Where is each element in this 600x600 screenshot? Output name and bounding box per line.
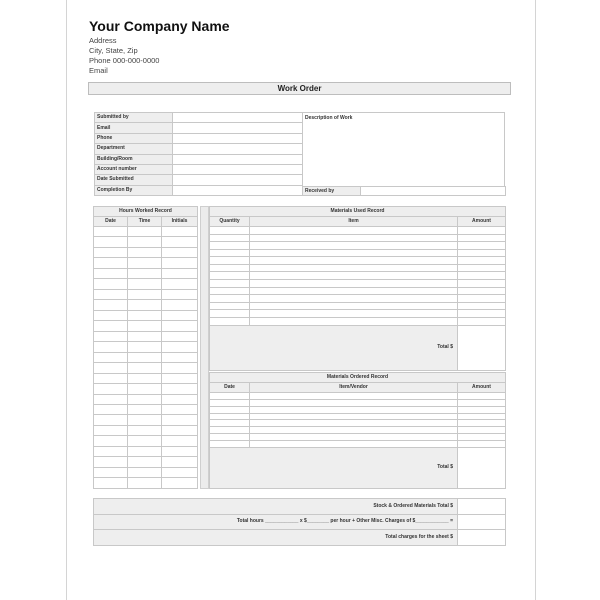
info-row — [95, 164, 303, 174]
table-cell[interactable] — [128, 415, 162, 425]
materials-used-row — [210, 242, 506, 250]
table-cell[interactable] — [94, 404, 128, 414]
table-cell[interactable] — [94, 227, 128, 237]
materials-used-row — [210, 249, 506, 257]
table-cell[interactable] — [458, 249, 506, 257]
table-cell[interactable] — [94, 373, 128, 383]
table-cell[interactable] — [210, 427, 250, 434]
table-cell[interactable] — [162, 394, 198, 404]
materials-used-total-label: Total $ — [210, 325, 458, 370]
table-cell[interactable] — [94, 415, 128, 425]
info-label: Date Submitted — [95, 175, 173, 185]
table-cell[interactable] — [458, 393, 506, 400]
description-box[interactable] — [302, 112, 505, 187]
table-cell[interactable] — [250, 310, 458, 318]
materials-ordered-row — [210, 393, 506, 400]
info-row — [95, 175, 303, 185]
table-cell[interactable] — [210, 249, 250, 257]
table-cell[interactable] — [162, 268, 198, 278]
table-cell[interactable] — [162, 227, 198, 237]
table-cell[interactable] — [162, 415, 198, 425]
hours-title: Hours Worked Record — [94, 207, 198, 217]
table-cell[interactable] — [250, 420, 458, 427]
table-cell[interactable] — [210, 399, 250, 406]
table-cell[interactable] — [128, 467, 162, 477]
table-cell[interactable] — [458, 406, 506, 413]
materials-ordered-row — [210, 413, 506, 420]
info-row — [95, 113, 303, 123]
materials-used-col-item: Item — [250, 217, 458, 227]
stock-total-field[interactable] — [458, 499, 506, 515]
materials-ordered-row — [210, 434, 506, 441]
table-cell[interactable] — [210, 242, 250, 250]
hours-row — [94, 247, 198, 257]
table-cell[interactable] — [210, 264, 250, 272]
received-by-label: Received by — [303, 187, 361, 196]
info-label: Completion By — [95, 185, 173, 195]
table-cell[interactable] — [250, 302, 458, 310]
materials-used-row — [210, 317, 506, 325]
table-cell[interactable] — [162, 478, 198, 489]
table-cell[interactable] — [458, 317, 506, 325]
stock-total-label: Stock & Ordered Materials Total $ — [94, 499, 458, 515]
table-cell[interactable] — [210, 257, 250, 265]
table-cell[interactable] — [162, 289, 198, 299]
table-cell[interactable] — [162, 310, 198, 320]
hours-row — [94, 268, 198, 278]
materials-used-row — [210, 264, 506, 272]
hours-row — [94, 436, 198, 446]
table-cell[interactable] — [250, 272, 458, 280]
info-field[interactable] — [173, 185, 303, 195]
table-cell[interactable] — [250, 440, 458, 447]
table-cell[interactable] — [458, 287, 506, 295]
table-cell[interactable] — [210, 317, 250, 325]
work-order-sheet — [66, 0, 536, 600]
table-cell[interactable] — [162, 457, 198, 467]
materials-used-row — [210, 310, 506, 318]
company-address: Address — [89, 36, 117, 45]
info-field[interactable] — [173, 175, 303, 185]
info-row — [95, 154, 303, 164]
table-cell[interactable] — [162, 404, 198, 414]
table-cell[interactable] — [210, 295, 250, 303]
company-email: Email — [89, 66, 108, 75]
materials-used-total-row — [210, 325, 506, 370]
hours-row — [94, 446, 198, 456]
table-cell[interactable] — [94, 331, 128, 341]
materials-ordered-title: Materials Ordered Record — [210, 373, 506, 383]
table-cell[interactable] — [250, 242, 458, 250]
table-cell[interactable] — [94, 321, 128, 331]
info-label: Phone — [95, 133, 173, 143]
table-cell[interactable] — [250, 406, 458, 413]
table-cell[interactable] — [94, 478, 128, 489]
hours-col-time: Time — [128, 217, 162, 227]
table-cell[interactable] — [128, 342, 162, 352]
materials-used-row — [210, 287, 506, 295]
info-label: Email — [95, 123, 173, 133]
table-cell[interactable] — [458, 242, 506, 250]
materials-ordered-total-field[interactable] — [458, 447, 506, 488]
table-cell[interactable] — [250, 280, 458, 288]
table-cell[interactable] — [162, 300, 198, 310]
hours-worked-table — [93, 206, 198, 489]
table-cell[interactable] — [94, 446, 128, 456]
table-cell[interactable] — [210, 420, 250, 427]
table-cell[interactable] — [94, 279, 128, 289]
table-cell[interactable] — [458, 295, 506, 303]
company-name: Your Company Name — [89, 18, 230, 34]
table-cell[interactable] — [250, 434, 458, 441]
table-cell[interactable] — [94, 425, 128, 435]
materials-used-row — [210, 295, 506, 303]
table-cell[interactable] — [94, 247, 128, 257]
hours-row — [94, 404, 198, 414]
hours-row — [94, 363, 198, 373]
table-cell[interactable] — [250, 234, 458, 242]
info-row — [95, 185, 303, 195]
table-cell[interactable] — [210, 434, 250, 441]
table-cell[interactable] — [128, 384, 162, 394]
table-cell[interactable] — [128, 279, 162, 289]
table-cell[interactable] — [94, 237, 128, 247]
materials-ordered-col-amount: Amount — [458, 383, 506, 393]
table-cell[interactable] — [94, 268, 128, 278]
table-cell[interactable] — [128, 310, 162, 320]
info-row — [95, 144, 303, 154]
table-cell[interactable] — [94, 457, 128, 467]
table-cell[interactable] — [162, 258, 198, 268]
info-field[interactable] — [173, 133, 303, 143]
hours-row — [94, 384, 198, 394]
hours-row — [94, 467, 198, 477]
table-cell[interactable] — [94, 352, 128, 362]
received-by-field[interactable] — [361, 187, 506, 196]
table-cell[interactable] — [128, 268, 162, 278]
table-cell[interactable] — [458, 272, 506, 280]
table-cell[interactable] — [162, 279, 198, 289]
table-cell[interactable] — [162, 321, 198, 331]
table-cell[interactable] — [458, 302, 506, 310]
materials-ordered-total-label: Total $ — [210, 447, 458, 488]
table-cell[interactable] — [250, 249, 458, 257]
company-phone: Phone 000-000-0000 — [89, 56, 160, 65]
table-cell[interactable] — [162, 331, 198, 341]
info-field[interactable] — [173, 144, 303, 154]
table-cell[interactable] — [458, 399, 506, 406]
table-cell[interactable] — [250, 227, 458, 235]
table-cell[interactable] — [128, 289, 162, 299]
hours-row — [94, 300, 198, 310]
materials-ordered-table — [209, 372, 506, 489]
received-by-table — [302, 186, 506, 196]
table-cell[interactable] — [128, 237, 162, 247]
table-cell[interactable] — [162, 237, 198, 247]
hours-row — [94, 279, 198, 289]
table-cell[interactable] — [210, 280, 250, 288]
hours-row — [94, 289, 198, 299]
table-cell[interactable] — [128, 352, 162, 362]
table-cell[interactable] — [94, 310, 128, 320]
table-cell[interactable] — [250, 393, 458, 400]
table-cell[interactable] — [250, 295, 458, 303]
hours-row — [94, 394, 198, 404]
materials-used-title: Materials Used Record — [210, 207, 506, 217]
table-cell[interactable] — [210, 310, 250, 318]
materials-used-col-quantity: Quantity — [210, 217, 250, 227]
description-label: Description of Work — [305, 115, 353, 121]
table-cell[interactable] — [210, 287, 250, 295]
column-divider — [200, 206, 209, 489]
table-cell[interactable] — [128, 425, 162, 435]
table-cell[interactable] — [210, 413, 250, 420]
info-field[interactable] — [173, 113, 303, 123]
table-cell[interactable] — [94, 258, 128, 268]
table-cell[interactable] — [250, 317, 458, 325]
info-row — [95, 123, 303, 133]
sheet-total-field[interactable] — [458, 530, 506, 546]
table-cell[interactable] — [162, 446, 198, 456]
hours-row — [94, 478, 198, 489]
table-cell[interactable] — [94, 384, 128, 394]
info-label: Submitted by — [95, 113, 173, 123]
table-cell[interactable] — [210, 406, 250, 413]
info-row — [95, 133, 303, 143]
table-cell[interactable] — [250, 399, 458, 406]
table-cell[interactable] — [94, 363, 128, 373]
table-cell[interactable] — [458, 310, 506, 318]
table-cell[interactable] — [94, 342, 128, 352]
table-cell[interactable] — [128, 227, 162, 237]
table-cell[interactable] — [162, 342, 198, 352]
table-cell[interactable] — [128, 373, 162, 383]
table-cell[interactable] — [128, 404, 162, 414]
table-cell[interactable] — [458, 413, 506, 420]
table-cell[interactable] — [458, 420, 506, 427]
info-label: Building/Room — [95, 154, 173, 164]
table-cell[interactable] — [128, 258, 162, 268]
hours-row — [94, 457, 198, 467]
table-cell[interactable] — [210, 393, 250, 400]
info-label: Department — [95, 144, 173, 154]
hours-row — [94, 342, 198, 352]
hours-charges-field[interactable] — [458, 514, 506, 530]
table-cell[interactable] — [94, 394, 128, 404]
hours-charges-line: Total hours ____________ x $________ per hour + Other Misc. Charges of $____________ = — [94, 514, 458, 530]
hours-row — [94, 321, 198, 331]
table-cell[interactable] — [94, 436, 128, 446]
hours-row — [94, 415, 198, 425]
materials-ordered-total-row — [210, 447, 506, 488]
table-cell[interactable] — [458, 440, 506, 447]
materials-used-row — [210, 280, 506, 288]
table-cell[interactable] — [128, 363, 162, 373]
table-cell[interactable] — [458, 257, 506, 265]
table-cell[interactable] — [210, 272, 250, 280]
materials-ordered-row — [210, 440, 506, 447]
table-cell[interactable] — [162, 384, 198, 394]
materials-used-col-amount: Amount — [458, 217, 506, 227]
table-cell[interactable] — [128, 247, 162, 257]
table-cell[interactable] — [250, 427, 458, 434]
table-cell[interactable] — [250, 287, 458, 295]
materials-ordered-row — [210, 406, 506, 413]
table-cell[interactable] — [128, 446, 162, 456]
table-cell[interactable] — [128, 436, 162, 446]
materials-ordered-row — [210, 427, 506, 434]
materials-used-row — [210, 257, 506, 265]
table-cell[interactable] — [128, 331, 162, 341]
table-cell[interactable] — [128, 321, 162, 331]
form-title: Work Order — [88, 82, 511, 95]
table-cell[interactable] — [162, 373, 198, 383]
company-city: City, State, Zip — [89, 46, 138, 55]
hours-row — [94, 352, 198, 362]
info-field[interactable] — [173, 164, 303, 174]
hours-row — [94, 425, 198, 435]
table-cell[interactable] — [128, 394, 162, 404]
table-cell[interactable] — [210, 302, 250, 310]
materials-ordered-col-date: Date — [210, 383, 250, 393]
table-cell[interactable] — [162, 425, 198, 435]
table-cell[interactable] — [458, 234, 506, 242]
table-cell[interactable] — [250, 257, 458, 265]
table-cell[interactable] — [458, 427, 506, 434]
table-cell[interactable] — [128, 478, 162, 489]
sheet-total-label: Total charges for the sheet $ — [94, 530, 458, 546]
table-cell[interactable] — [458, 434, 506, 441]
materials-used-row — [210, 234, 506, 242]
table-cell[interactable] — [210, 440, 250, 447]
table-cell[interactable] — [162, 467, 198, 477]
hours-row — [94, 373, 198, 383]
table-cell[interactable] — [458, 264, 506, 272]
materials-ordered-col-vendor: Item/Vendor — [250, 383, 458, 393]
hours-row — [94, 331, 198, 341]
info-label: Account number — [95, 164, 173, 174]
materials-used-row — [210, 302, 506, 310]
summary-table — [93, 498, 506, 546]
table-cell[interactable] — [162, 247, 198, 257]
materials-used-table — [209, 206, 506, 371]
hours-row — [94, 258, 198, 268]
materials-ordered-row — [210, 399, 506, 406]
table-cell[interactable] — [250, 264, 458, 272]
materials-ordered-row — [210, 420, 506, 427]
table-cell[interactable] — [162, 363, 198, 373]
table-cell[interactable] — [162, 436, 198, 446]
materials-used-row — [210, 227, 506, 235]
table-cell[interactable] — [128, 457, 162, 467]
hours-col-initials: Initials — [162, 217, 198, 227]
table-cell[interactable] — [94, 467, 128, 477]
table-cell[interactable] — [458, 227, 506, 235]
hours-row — [94, 227, 198, 237]
hours-col-date: Date — [94, 217, 128, 227]
info-field[interactable] — [173, 123, 303, 133]
info-field[interactable] — [173, 154, 303, 164]
table-cell[interactable] — [128, 300, 162, 310]
table-cell[interactable] — [94, 289, 128, 299]
table-cell[interactable] — [94, 300, 128, 310]
table-cell[interactable] — [210, 234, 250, 242]
materials-used-row — [210, 272, 506, 280]
table-cell[interactable] — [458, 280, 506, 288]
table-cell[interactable] — [250, 413, 458, 420]
submitter-info-table — [94, 112, 303, 196]
materials-used-total-field[interactable] — [458, 325, 506, 370]
hours-row — [94, 237, 198, 247]
table-cell[interactable] — [162, 352, 198, 362]
table-cell[interactable] — [210, 227, 250, 235]
hours-row — [94, 310, 198, 320]
